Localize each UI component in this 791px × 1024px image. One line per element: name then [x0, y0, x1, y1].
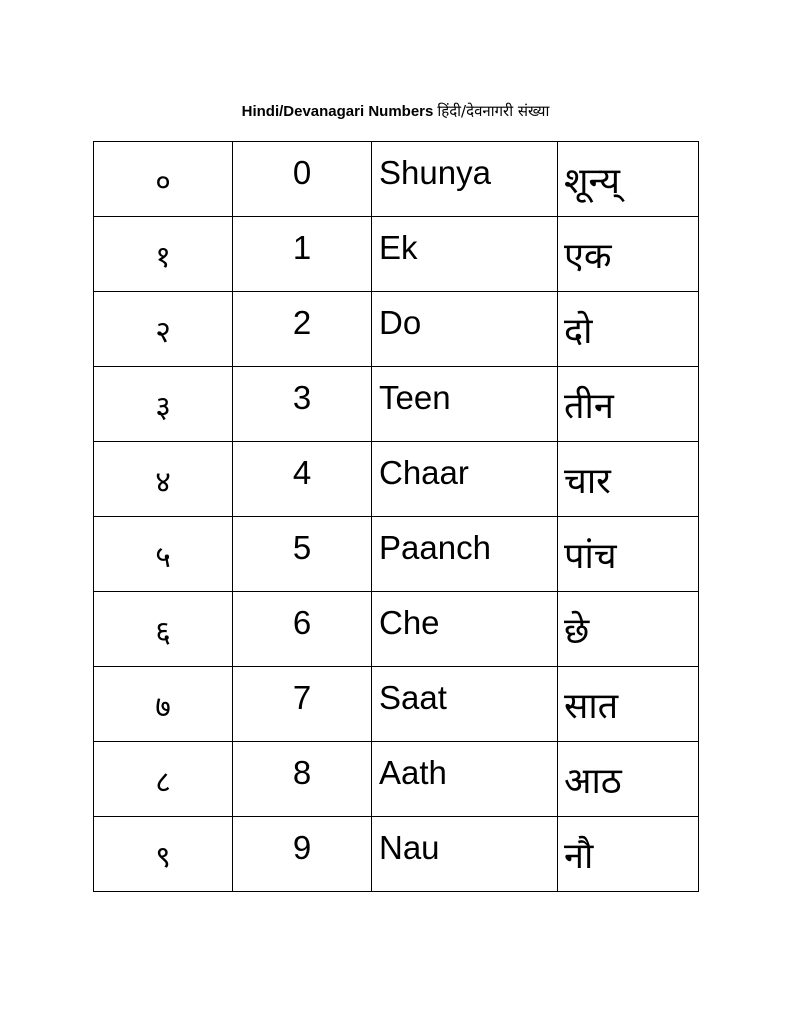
devanagari-numeral: ०	[94, 142, 233, 217]
table-row	[94, 742, 699, 817]
devanagari-numeral: ८	[94, 742, 233, 817]
table-row	[94, 292, 699, 367]
transliteration: Paanch	[372, 517, 558, 592]
hindi-word: तीन	[558, 367, 699, 442]
arabic-numeral: 5	[233, 517, 372, 592]
arabic-numeral: 8	[233, 742, 372, 817]
table-row	[94, 517, 699, 592]
numbers-table	[93, 141, 699, 892]
hindi-word: सात	[558, 667, 699, 742]
transliteration: Chaar	[372, 442, 558, 517]
transliteration: Saat	[372, 667, 558, 742]
hindi-word: दो	[558, 292, 699, 367]
hindi-word: आठ	[558, 742, 699, 817]
hindi-word: एक	[558, 217, 699, 292]
arabic-numeral: 2	[233, 292, 372, 367]
transliteration: Che	[372, 592, 558, 667]
devanagari-numeral: २	[94, 292, 233, 367]
transliteration: Nau	[372, 817, 558, 892]
page-title-hindi: हिंदी/देवनागरी संख्या	[437, 102, 550, 120]
hindi-word: पांच	[558, 517, 699, 592]
devanagari-numeral: ४	[94, 442, 233, 517]
table-row	[94, 442, 699, 517]
table-row	[94, 592, 699, 667]
hindi-word: छे	[558, 592, 699, 667]
page-title	[0, 100, 791, 123]
table-row	[94, 817, 699, 892]
transliteration: Shunya	[372, 142, 558, 217]
hindi-word: नौ	[558, 817, 699, 892]
arabic-numeral: 9	[233, 817, 372, 892]
devanagari-numeral: ७	[94, 667, 233, 742]
devanagari-numeral: ५	[94, 517, 233, 592]
arabic-numeral: 3	[233, 367, 372, 442]
table-row	[94, 667, 699, 742]
hindi-word: चार	[558, 442, 699, 517]
arabic-numeral: 0	[233, 142, 372, 217]
transliteration: Ek	[372, 217, 558, 292]
arabic-numeral: 7	[233, 667, 372, 742]
table-row	[94, 367, 699, 442]
devanagari-numeral: ६	[94, 592, 233, 667]
devanagari-numeral: ३	[94, 367, 233, 442]
devanagari-numeral: ९	[94, 817, 233, 892]
arabic-numeral: 4	[233, 442, 372, 517]
arabic-numeral: 6	[233, 592, 372, 667]
transliteration: Teen	[372, 367, 558, 442]
table-row	[94, 217, 699, 292]
arabic-numeral: 1	[233, 217, 372, 292]
transliteration: Do	[372, 292, 558, 367]
page-title-english: Hindi/Devanagari Numbers	[241, 103, 434, 120]
hindi-word: शून्य्	[558, 142, 699, 217]
devanagari-numeral: १	[94, 217, 233, 292]
transliteration: Aath	[372, 742, 558, 817]
table-row	[94, 142, 699, 217]
